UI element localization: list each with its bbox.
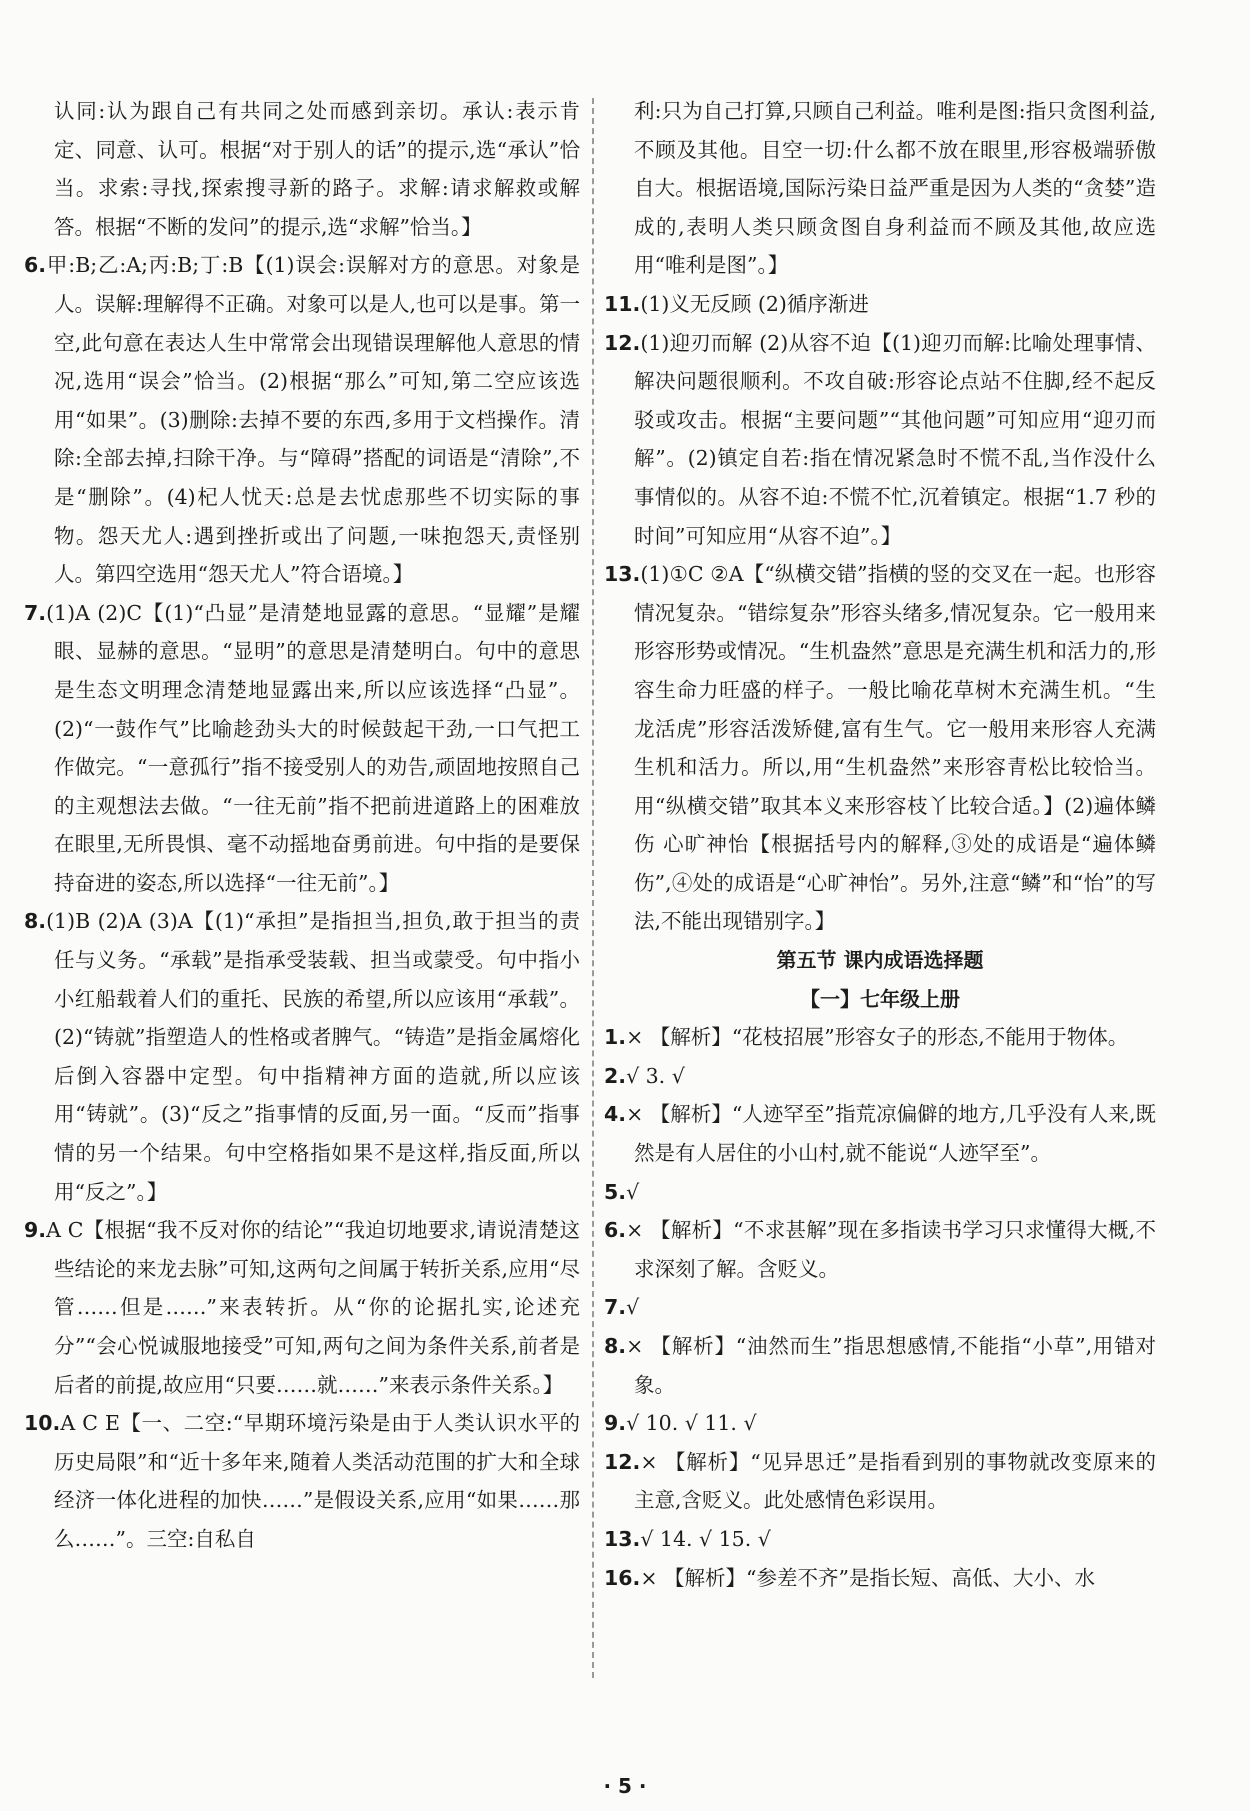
item-number: 11. [604, 291, 641, 316]
choice-item-16 [604, 1559, 1156, 1598]
item-number: 12. [604, 1449, 641, 1474]
item-text: (1)A (2)C【(1)“凸显”是清楚地显露的意思。“显耀”是耀眼、显赫的意思。“显明”的意思是清楚明白。句中的意思是生态文明理念清楚地显露出来,所以应该选择“凸显”。(2)“一鼓作气”比喻趁劲头大的时候鼓起干劲,一口气把工作做完。“一意孤行”指不接受别人的劝告,顽固地按照自己的主观想法去做。“一往无前”指不把前进道路上的困难放在眼里,无所畏惧、毫不动摇地奋勇前进。句中指的是要保持奋进的姿态,所以选择“一往无前”。】 [46, 600, 580, 895]
item-number: 7. [604, 1295, 627, 1320]
answer-item-11 [604, 285, 1156, 324]
column-divider [592, 98, 594, 1678]
answer-item-10 [24, 1404, 580, 1558]
item-number: 8. [604, 1334, 627, 1358]
choice-item-6 [604, 1211, 1156, 1288]
choice-item-1 [604, 1018, 1156, 1057]
item-number: 5. [604, 1179, 627, 1204]
choice-item-7 [604, 1288, 1156, 1327]
item-text: (1)迎刃而解 (2)从容不迫【(1)迎刃而解:比喻处理事情、解决问题很顺利。不攻自破:形容论点站不住脚,经不起反驳或攻击。根据“主要问题”“其他问题”可知应用“迎刃而解”。(2)镇定自若:指在情况紧急时不慌不乱,当作没什么事情似的。从容不迫:不慌不忙,沉着镇定。根据“1.7 秒的时间”可知应用“从容不迫”。】 [634, 330, 1156, 548]
answer-item-13 [604, 555, 1156, 941]
left-column [24, 92, 580, 1682]
answer-item-12 [604, 324, 1156, 556]
item-number: 12. [604, 330, 641, 355]
item-number: 13. [604, 1526, 641, 1551]
sub-title: 【一】七年级上册 [800, 986, 960, 1011]
answer-item-8 [24, 902, 580, 1211]
item-number: 4. [604, 1102, 627, 1127]
choice-item-8 [604, 1327, 1156, 1404]
answer-item-6 [24, 246, 580, 593]
item-text: (1)①C ②A【“纵横交错”指横的竖的交叉在一起。也形容情况复杂。“错综复杂”形容头绪多,情况复杂。它一般用来形容形势或情况。“生机盎然”意思是充满生机和活力的,形容生命力旺盛的样子。一般比喻花草树木充满生机。“生龙活虎”形容活泼矫健,富有生气。它一般用来形容人充满生机和活力。所以,用“生机盎然”来形容青松比较恰当。用“纵横交错”取其本义来形容枝丫比较合适。】(2)遍体鳞伤 心旷神怡【根据括号内的解释,③处的成语是“遍体鳞伤”,④处的成语是“心旷神怡”。另外,注意“鳞”和“怡”的写法,不能出现错别字。】 [634, 562, 1156, 934]
item-text: (1)义无反顾 (2)循序渐进 [640, 291, 869, 316]
item-text: √ 10. √ 11. √ [626, 1411, 757, 1436]
answer-item-9 [24, 1211, 580, 1404]
item-text: A C E【一、二空:“早期环境污染是由于人类认识水平的历史局限”和“近十多年来,随着人类活动范围的扩大和全球经济一体化进程的加快……”是假设关系,应用“如果……那么……”。三空:自私自 [54, 1411, 580, 1551]
item-number: 2. [604, 1063, 627, 1088]
item-number: 1. [604, 1025, 627, 1050]
item-number: 9. [24, 1218, 47, 1243]
item-text: × 【解析】“油然而生”指思想感情,不能指“小草”,用错对象。 [626, 1334, 1156, 1397]
choice-item-2 [604, 1057, 1156, 1096]
item-text: × 【解析】“人迹罕至”指荒凉偏僻的地方,几乎没有人来,既然是有人居住的小山村,就不能说“人迹罕至”。 [626, 1102, 1156, 1166]
choice-item-13 [604, 1520, 1156, 1559]
choice-item-9 [604, 1404, 1156, 1443]
answer-continuation: 认同:认为跟自己有共同之处而感到亲切。承认:表示肯定、同意、认可。根据“对于别人的话”的提示,选“承认”恰当。求索:寻找,探索搜寻新的路子。求解:请求解救或解答。根据“不断的发问”的提示,选“求解”恰当。】 [54, 99, 580, 239]
choice-item-4 [604, 1095, 1156, 1172]
choice-item-12 [604, 1443, 1156, 1520]
section-title: 第五节 课内成语选择题 [776, 948, 984, 973]
item-text: √ [626, 1295, 640, 1320]
item-text: √ 14. √ 15. √ [640, 1526, 771, 1551]
right-column [604, 92, 1156, 1682]
item-text: × 【解析】“不求甚解”现在多指读书学习只求懂得大概,不求深刻了解。含贬义。 [626, 1218, 1156, 1281]
item-number: 8. [24, 909, 47, 934]
item-text: × 【解析】“见异思迁”是指看到别的事物就改变原来的主意,含贬义。此处感情色彩误用。 [634, 1449, 1156, 1513]
item-number: 6. [604, 1218, 627, 1243]
item-number: 13. [604, 562, 641, 587]
item-text: (1)B (2)A (3)A【(1)“承担”是指担当,担负,敢于担当的责任与义务。“承载”是指承受装载、担当或蒙受。句中指小小红船载着人们的重托、民族的希望,所以应该用“承载”。(2)“铸就”指塑造人的性格或者脾气。“铸造”是指金属熔化后倒入容器中定型。句中指精神方面的造就,所以应该用“铸就”。(3)“反之”指事情的反面,另一面。“反而”指事情的另一个结果。句中空格指如果不是这样,指反面,所以用“反之”。】 [46, 909, 580, 1204]
page-number: · 5 · [603, 1774, 647, 1798]
answer-continuation: 利:只为自己打算,只顾自己利益。唯利是图:指只贪图利益,不顾及其他。目空一切:什么都不放在眼里,形容极端骄傲自大。根据语境,国际污染日益严重是因为人类的“贪婪”造成的,表明人类只顾贪图自身利益而不顾及其他,故应选用“唯利是图”。】 [634, 99, 1156, 278]
item-text: √ [626, 1179, 640, 1204]
item-number: 10. [24, 1411, 61, 1436]
choice-item-5 [604, 1173, 1156, 1212]
item-text: × 【解析】“参差不齐”是指长短、高低、大小、水 [640, 1565, 1095, 1590]
item-text: √ 3. √ [626, 1063, 685, 1088]
item-text: 甲:B;乙:A;丙:B;丁:B【(1)误会:误解对方的意思。对象是人。误解:理解得不正确。对象可以是人,也可以是事。第一空,此句意在表达人生中常常会出现错误理解他人意思的情况,选用“误会”恰当。(2)根据“那么”可知,第二空应该选用“如果”。(3)删除:去掉不要的东西,多用于文档操作。清除:全部去掉,扫除干净。与“障碍”搭配的词语是“清除”,不是“删除”。(4)杞人忧天:总是去忧虑那些不切实际的事物。怨天尤人:遇到挫折或出了问题,一味抱怨天,责怪别人。第四空选用“怨天尤人”符合语境。】 [46, 253, 580, 587]
item-text: A C【根据“我不反对你的结论”“我迫切地要求,请说清楚这些结论的来龙去脉”可知,这两句之间属于转折关系,应用“尽管……但是……”来表转折。从“你的论据扎实,论述充分”“会心悦诚服地接受”可知,两句之间为条件关系,前者是后者的前提,故应用“只要……就……”来表示条件关系。】 [46, 1218, 580, 1397]
item-number: 16. [604, 1565, 641, 1590]
item-number: 9. [604, 1411, 627, 1436]
item-text: × 【解析】“花枝招展”形容女子的形态,不能用于物体。 [626, 1025, 1129, 1050]
item-number: 7. [24, 600, 47, 625]
answer-item-7 [24, 594, 580, 903]
item-number: 6. [24, 253, 47, 278]
